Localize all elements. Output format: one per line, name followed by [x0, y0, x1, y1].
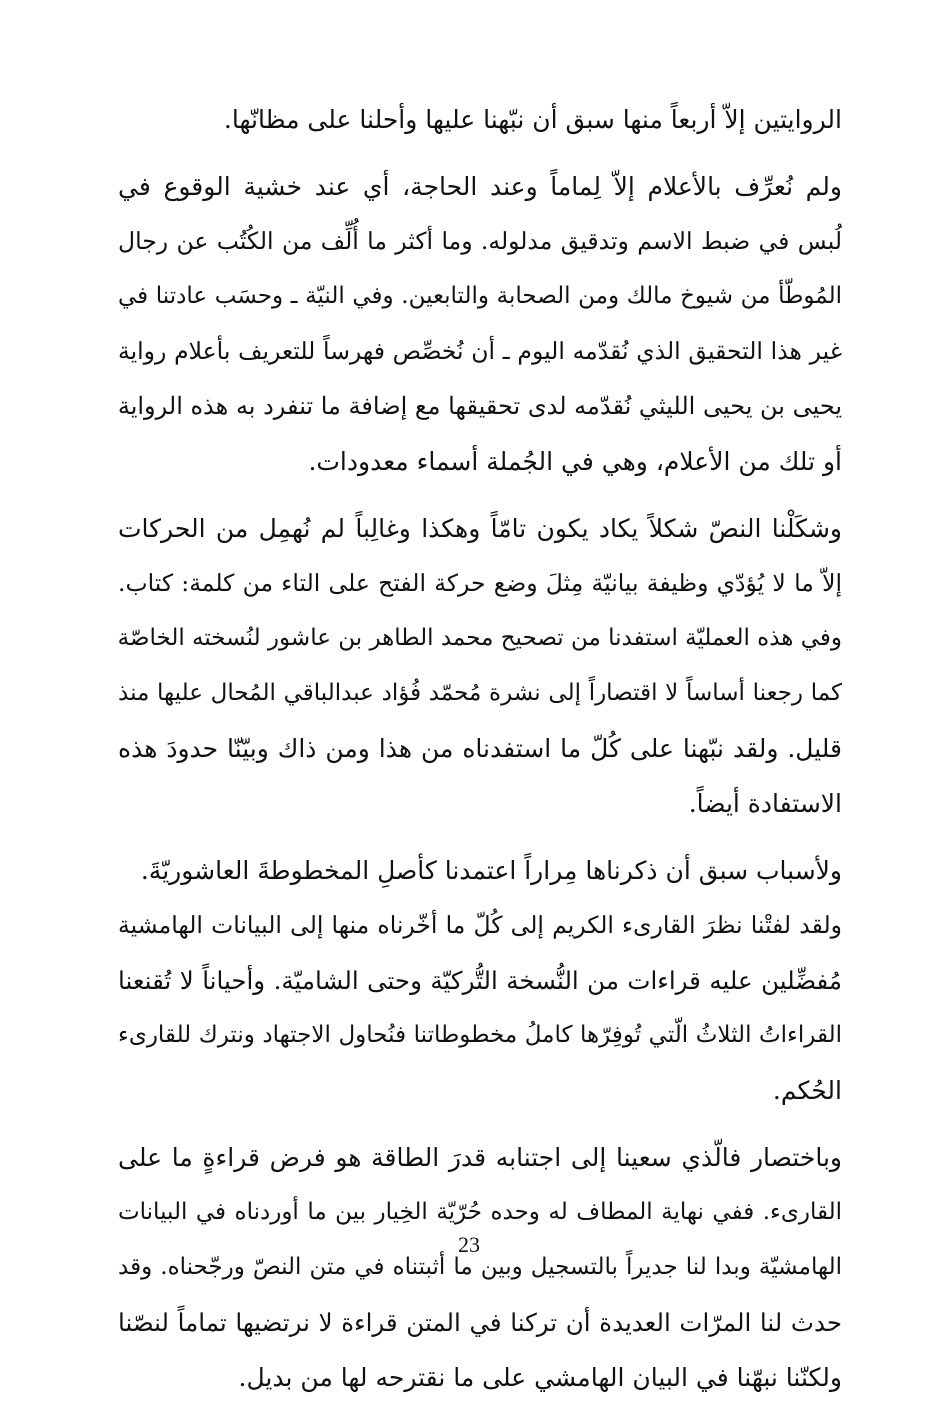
paragraph [118, 159, 842, 489]
text-line: مُفضِّلين عليه قراءات من النُّسخة التُّركيّة وحتى الشاميّة. وأحياناً لا تُقنعنا [118, 966, 842, 995]
text-line: ولأسباب سبق أن ذكرناها مِراراً اعتمدنا كأصلِ المخطوطةَ العاشوريّةَ. [140, 856, 842, 885]
text-line: حدث لنا المرّات العديدة أن تركنا في المتن قراءة لا نرتضيها تماماً لنصّنا [118, 1308, 842, 1337]
text-line: المُوطّأ من شيوخ مالك ومن الصحابة والتابعين. وفي النيّة ـ وحسَب عادتنا في [118, 283, 842, 309]
paragraph [118, 1130, 842, 1405]
text-line: القراءاتُ الثلاثُ الّتي تُوفِرّها كاملُ مخطوطاتنا فنُحاول الاجتهاد ونترك للقارىء [118, 1022, 842, 1048]
paragraph [118, 843, 842, 1118]
text-line: الاستفادة أيضاً. [688, 789, 842, 818]
text-line: لُبس في ضبط الاسم وتدقيق مدلوله. وما أكثر ما أُلِّف من الكُتُب عن رجال [118, 227, 842, 255]
page-number: 23 [458, 1232, 480, 1257]
body-text [118, 92, 842, 1405]
paragraph [118, 501, 842, 831]
text-line: وشكَلْنا النصّ شكلاً يكاد يكون تامّاً وهكذا وغالِباً لم نُهمِل من الحركات [118, 514, 842, 543]
text-line: وفي هذه العمليّة استفدنا من تصحيح محمد الطاهر بن عاشور لنُسخته الخاصّة [118, 625, 842, 651]
text-line: الحُكم. [772, 1076, 842, 1105]
text-line: الروايتين إلاّ أربعاً منها سبق أن نبّهنا عليها وأحلنا على مظانّها. [223, 105, 842, 134]
text-line: قليل. ولقد نبّهنا على كُلّ ما استفدناه من هذا ومن ذاك وبيّنّا حدودَ هذه [118, 734, 842, 763]
text-line: القارىء. ففي نهاية المطاف له وحده حُرّيّة الخِيار بين ما أوردناه في البيانات [118, 1199, 842, 1225]
paragraph [118, 92, 842, 147]
text-line: ولم نُعرِّف بالأعلام إلاّ لِماماً وعند الحاجة، أي عند خشية الوقوع في [118, 172, 842, 201]
text-line: أو تلك من الأعلام، وهي في الجُملة أسماء معدودات. [308, 447, 842, 476]
text-line: الهامشيّة وبدا لنا جديراً بالتسجيل وبين ما أثبتناه في متن النصّ ورجّحناه. وقد [118, 1254, 842, 1280]
text-line: يحيى بن يحيى الليثي نُقدّمه لدى تحقيقها مع إضافة ما تنفرد به هذه الرواية [118, 392, 842, 420]
text-line: وباختصار فالّذي سعينا إلى اجتنابه قدرَ الطاقة هو فرض قراءةٍ ما على [118, 1143, 842, 1172]
text-line: غير هذا التحقيق الذي نُقدّمه اليوم ـ أن نُخصِّص فهرساً للتعريف بأعلام رواية [118, 337, 842, 365]
text-line: كما رجعنا أساساً لا اقتصاراً إلى نشرة مُحمّد فُؤاد عبدالباقي المُحال عليها منذ [118, 680, 842, 706]
text-line: إلاّ ما لا يُؤدّي وظيفة بيانيّة مِثلَ وضع حركة الفتح على التاء من كلمة: كتاب. [118, 569, 842, 597]
text-line: ولكنّنا نبهّنا في البيان الهامشي على ما نقترحه لها من بديل. [238, 1363, 842, 1392]
text-line: ولقد لفتْنا نظرَ القارىء الكريم إلى كُلّ ما أخّرناه منها إلى البيانات الهامشية [118, 911, 842, 939]
